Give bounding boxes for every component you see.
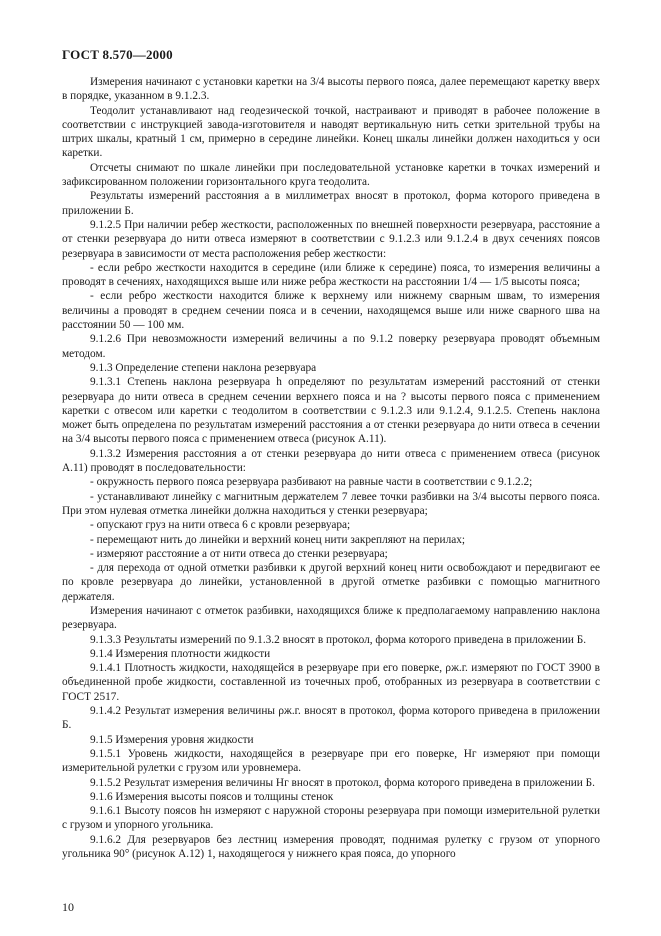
paragraph: 9.1.2.6 При невозможности измерений величины a по 9.1.2 поверку резервуара проводят объемным методом. [62,333,600,360]
section-heading: 9.1.4 Измерения плотности жидкости [90,647,271,660]
list-item: - опускают груз на нити отвеса 6 с кровли резервуара; [90,519,351,532]
paragraph: - если ребро жесткости находится ближе к верхнему или нижнему сварным швам, то измерения величины a проводят в среднем сечении пояса и в сечении, находящемся выше или ниже сварного шва на расстоянии 50 — 100 мм. [62,290,600,332]
page-number: 10 [62,900,74,914]
paragraph: Измерения начинают с установки каретки на 3/4 высоты первого пояса, далее перемещают каретку вверх в порядке, указанном в 9.1.2.3. [62,76,600,103]
list-item: - перемещают нить до линейки и верхний конец нити закрепляют на перилах; [90,533,466,546]
section-heading: 9.1.3 Определение степени наклона резервуара [90,361,317,374]
paragraph: 9.1.5.1 Уровень жидкости, находящейся в резервуаре при его поверке, Hг измеряют при помощи измерительной рулетки с грузом или уровнемера. [62,747,600,775]
list-item: - окружность первого пояса резервуара разбивают на равные части в соответствии с 9.1.2.2; [90,476,533,489]
list-item: - для перехода от одной отметки разбивки к другой верхний конец нити освобождают и передвигают ее по кровле резервуара до линейки, установленной в другой отметке разбивки с помощью магнитного держателя. [62,562,600,603]
paragraph: Теодолит устанавливают над геодезической точкой, настраивают и приводят в рабочее положение в соответствии с инструкцией завода-изготовителя и наводят вертикальную нить сетки зрительной трубы на штрих шкалы, кратный 1 см, примерно в середине линейки. Конец шкалы линейки должен находиться у оси каретки. [62,104,600,160]
paragraph: Отсчеты снимают по шкале линейки при последовательной установке каретки в точках измерений и зафиксированном положении горизонтального круга теодолита. [62,161,600,189]
paragraph: - если ребро жесткости находится в середине (или ближе к середине) пояса, то измерения величины a проводят в сечениях, находящихся выше или ниже ребра жесткости на расстоянии 1/4 — 1/5 высоты пояса; [62,261,600,289]
paragraph: Результаты измерений расстояния a в миллиметрах вносят в протокол, форма которого приведена в приложении Б. [62,190,600,217]
paragraph: 9.1.4.2 Результат измерения величины ρж.г. вносят в протокол, форма которого приведена в приложении Б. [62,705,600,732]
paragraph: 9.1.3.2 Измерения расстояния a от стенки резервуара до нити отвеса с применением отвеса (рисунок А.11) проводят в последовательности: [62,447,600,475]
section-heading: 9.1.5 Измерения уровня жидкости [90,733,254,746]
section-heading: 9.1.6 Измерения высоты поясов и толщины стенок [90,790,334,803]
paragraph: 9.1.4.1 Плотность жидкости, находящейся в резервуаре при его поверке, ρж.г. измеряют по ГОСТ 3900 в объединенной пробе жидкости, составленной из точечных проб, отобранных из резервуара в соответствии с ГОСТ 2517. [62,662,600,703]
paragraph: Измерения начинают с отметок разбивки, находящихся ближе к предполагаемому направлению наклона резервуара. [62,604,600,632]
paragraph: 9.1.6.2 Для резервуаров без лестниц измерения проводят, поднимая рулетку с грузом от упорного угольника 90° (рисунок А.12) 1, находящегося у нижнего края пояса, до упорного [62,833,600,861]
page-header: ГОСТ 8.570—2000 [62,47,173,62]
list-item: - измеряют расстояние a от нити отвеса до стенки резервуара; [90,547,388,560]
paragraph: 9.1.2.5 При наличии ребер жесткости, расположенных по внешней поверхности резервуара, расстояние a от стенки резервуара до нити отвеса измеряют в соответствии с 9.1.2.3 или 9.1.2.4 в двух сечениях поясов резервуара в зависимости от места расположения ребер жесткости: [62,218,600,260]
paragraph: 9.1.3.3 Результаты измерений по 9.1.3.2 вносят в протокол, форма которого приведена в приложении Б. [90,633,587,646]
paragraph: 9.1.5.2 Результат измерения величины Hг вносят в протокол, форма которого приведена в приложении Б. [90,776,595,789]
page-body [62,75,600,861]
paragraph: 9.1.3.1 Степень наклона резервуара h определяют по результатам измерений расстояний от стенки резервуара до нити отвеса в среднем сечении верхнего пояса и на ? высоты первого пояса с применением каретки с отвесом или каретки с теодолитом в соответствии с 9.1.2.3 или 9.1.2.4, 9.1.2.5. Степень наклона может быть определена по результатам измерений расстояния a от стенки резервуара до нити отвеса в сечении на 3/4 высоты первого пояса с применением отвеса (рисунок А.11). [62,376,600,446]
list-item: - устанавливают линейку с магнитным держателем 7 левее точки разбивки на 3/4 высоты первого пояса. При этом нулевая отметка линейки должна находиться у стенки резервуара; [62,490,600,517]
paragraph: 9.1.6.1 Высоту поясов hн измеряют с наружной стороны резервуара при помощи измерительной рулетки с грузом и упорного угольника. [62,805,600,832]
